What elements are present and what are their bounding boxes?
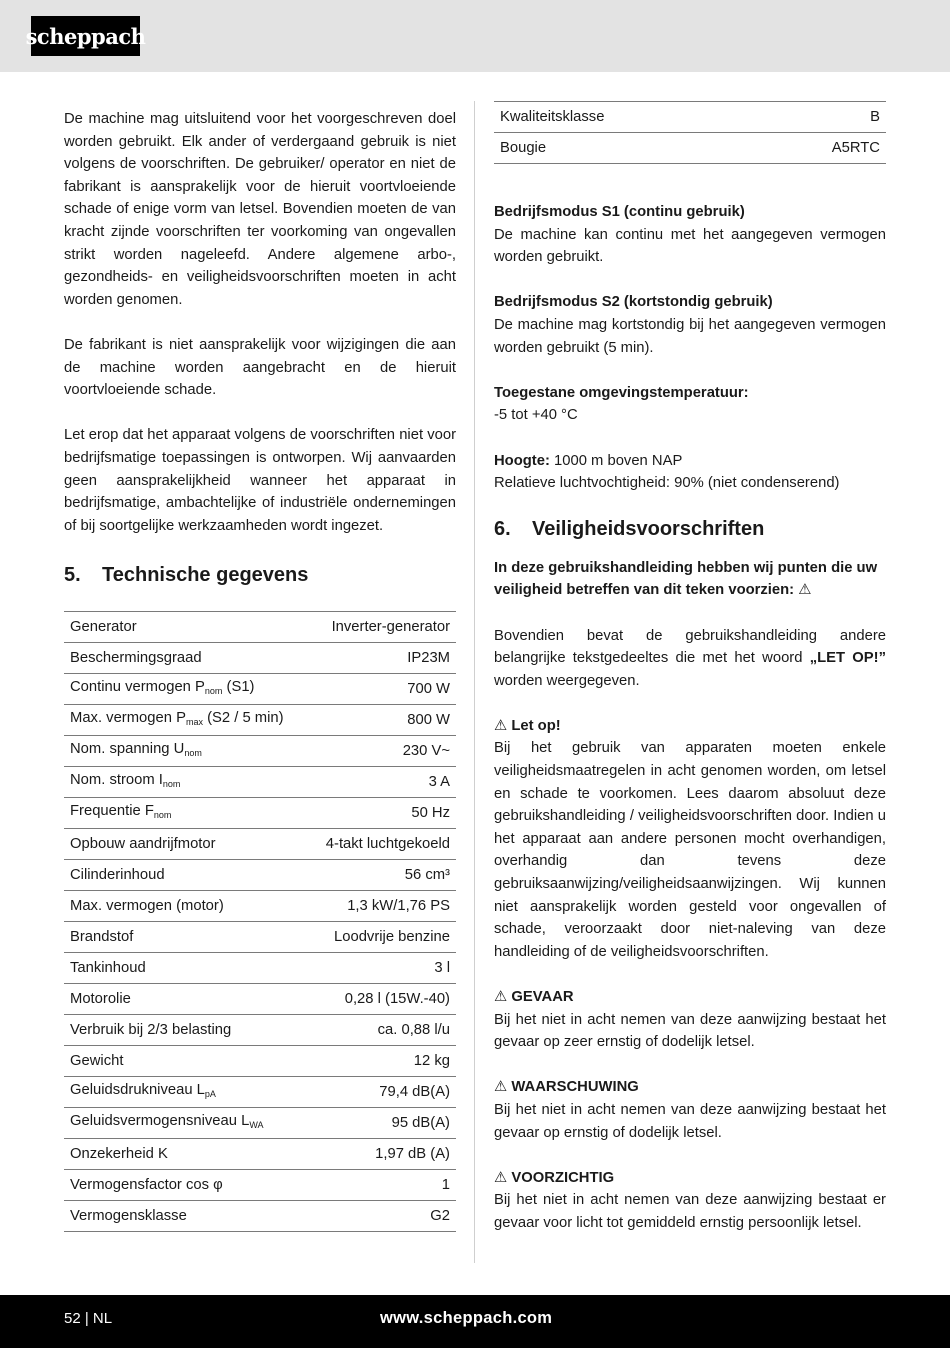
spec-value: G2 xyxy=(308,1201,456,1232)
spec-value: 1,3 kW/1,76 PS xyxy=(308,891,456,922)
spec-value: IP23M xyxy=(308,643,456,674)
spec-label: Gewicht xyxy=(64,1046,308,1077)
mode-s2-text: De machine mag kortstondig bij het aangegeven vermogen worden gebruikt (5 min). xyxy=(494,316,886,356)
spec-row xyxy=(64,705,456,736)
ambient-temp-value: -5 tot +40 °C xyxy=(494,407,578,424)
spec-value: 4-takt luchtgekoeld xyxy=(308,829,456,860)
spec-value: B xyxy=(752,102,886,133)
spec-value: 79,4 dB(A) xyxy=(308,1077,456,1108)
spec-row xyxy=(64,798,456,829)
intended-use-paragraph: De machine mag uitsluitend voor het voorgeschreven doel worden gebruikt. Elk ander of verdergaand gebruik is niet volgens de voorschriften. De gebruiker/ operator en niet de fabrikant is aansprakelijk voor de hieruit voortvloeiende schade of enige vorm van letsel. Bovendien moeten de van kracht zijnde voorschriften ter voorkoming van ongevallen strikt worden nageleefd. Andere algemene arbo-, gezondheids- en veiligheidsvoorschriften moeten in acht worden genomen. xyxy=(64,111,456,308)
spec-value: 0,28 l (15W.-40) xyxy=(308,984,456,1015)
liability-paragraph: De fabrikant is niet aansprakelijk voor wijzigingen die aan de machine worden aangebracht en de hieruit voortvloeiende schade. xyxy=(64,336,456,399)
spec-label: Bougie xyxy=(494,133,752,164)
spec-value: 50 Hz xyxy=(308,798,456,829)
brand-logo: scheppach xyxy=(31,16,140,56)
warning-title: ⚠ WAARSCHUWING xyxy=(494,1079,639,1096)
spec-row xyxy=(494,133,886,164)
spec-label: Opbouw aandrijfmotor xyxy=(64,829,308,860)
spec-label: Frequentie $F_{nom}$ xyxy=(64,798,308,829)
safety-intro: In deze gebruikshandleiding hebben wij punten die uw veiligheid betreffen van dit teken voorzien: ⚠ xyxy=(494,559,878,599)
page-footer xyxy=(0,1295,950,1348)
spec-value: 12 kg xyxy=(308,1046,456,1077)
caution-title: ⚠ VOORZICHTIG xyxy=(494,1169,615,1186)
mode-s1-text: De machine kan continu met het aangegeven vermogen worden gebruikt. xyxy=(494,226,886,266)
technical-specs-table xyxy=(64,611,456,1232)
spec-value: ca. 0,88 l/u xyxy=(308,1015,456,1046)
section-number: 5. xyxy=(64,564,81,587)
spec-row xyxy=(494,102,886,133)
spec-row xyxy=(64,736,456,767)
section-6-heading xyxy=(494,515,886,543)
spec-value: 1,97 dB (A) xyxy=(308,1139,456,1170)
spec-row xyxy=(64,984,456,1015)
ambient-temp-title: Toegestane omgevingstemperatuur: xyxy=(494,384,749,401)
let-op-title: ⚠ Let op! xyxy=(494,717,561,734)
spec-value: A5RTC xyxy=(752,133,886,164)
spec-label: Geluidsdrukniveau $L_{pA}$ xyxy=(64,1077,308,1108)
caution-text: Bij het niet in acht nemen van deze aanwijzing bestaat er gevaar voor licht tot gemiddeld ernstig persoonlijk letsel. xyxy=(494,1192,886,1231)
spec-label: Verbruik bij 2/3 belasting xyxy=(64,1015,308,1046)
spec-label: Vermogensfactor cos φ xyxy=(64,1170,308,1201)
let-op-intro: Bovendien bevat de gebruikshandleiding andere belangrijke tekstgedeeltes die met het woord „LET OP!” worden weergegeven. xyxy=(494,627,886,689)
spec-value: Inverter-generator xyxy=(308,612,456,643)
left-column xyxy=(64,108,456,1232)
mode-s2-title: Bedrijfsmodus S2 (kortstondig gebruik) xyxy=(494,294,773,311)
right-column xyxy=(494,101,886,1235)
section-number: 6. xyxy=(494,517,511,540)
page-number: 52 | NL xyxy=(64,1310,113,1327)
spec-value: Loodvrije benzine xyxy=(308,922,456,953)
spec-row xyxy=(64,612,456,643)
section-title: Veiligheidsvoorschriften xyxy=(532,517,765,540)
altitude-line: Hoogte: 1000 m boven NAP xyxy=(494,452,683,469)
humidity-line: Relatieve luchtvochtigheid: 90% (niet condenserend) xyxy=(494,475,840,492)
spec-row xyxy=(64,829,456,860)
page-header xyxy=(0,0,950,72)
spec-row xyxy=(64,643,456,674)
spec-value: 56 cm³ xyxy=(308,860,456,891)
spec-label: Brandstof xyxy=(64,922,308,953)
danger-text: Bij het niet in acht nemen van deze aanwijzing bestaat het gevaar op zeer ernstig of dodelijk letsel. xyxy=(494,1011,886,1051)
spec-label: Motorolie xyxy=(64,984,308,1015)
spec-row xyxy=(64,953,456,984)
mode-s1-title: Bedrijfsmodus S1 (continu gebruik) xyxy=(494,204,745,220)
commercial-use-paragraph: Let erop dat het apparaat volgens de voorschriften niet voor bedrijfsmatige toepassingen is ontworpen. Wij aanvaarden geen aansprakelijkheid wanneer het apparaat in bedrijfsmatige, ambachtelijke of industriële ondernemingen of bij soortgelijke werkzaamheden wordt ingezet. xyxy=(64,427,456,534)
spec-label: Vermogensklasse xyxy=(64,1201,308,1232)
spec-value: 3 l xyxy=(308,953,456,984)
spec-label: Kwaliteitsklasse xyxy=(494,102,752,133)
spec-label: Tankinhoud xyxy=(64,953,308,984)
technical-specs-table-continued xyxy=(494,101,886,164)
spec-value: 1 xyxy=(308,1170,456,1201)
spec-label: Geluidsvermogensniveau $L_{WA}$ xyxy=(64,1108,308,1139)
spec-row xyxy=(64,891,456,922)
spec-row xyxy=(64,1201,456,1232)
spec-label: Nom. stroom $I_{nom}$ xyxy=(64,767,308,798)
spec-label: Cilinderinhoud xyxy=(64,860,308,891)
let-op-text: Bij het gebruik van apparaten moeten enkele veiligheidsmaatregelen in acht genomen worden, om letsel en schade te voorkomen. Lees daarom absoluut deze gebruikshandleiding / veiligheidsvoorschriften door. Indien u het apparaat aan andere personen mocht overhandigen, overhandig dan tevens deze gebruiksaanwijzing/veiligheidsaanwijzingen. Wij kunnen niet aansprakelijk worden gesteld voor ongevallen of schade, veroorzaakt door niet-naleving van deze handleiding of de veiligheidsvoorschriften. xyxy=(494,740,886,960)
spec-row xyxy=(64,860,456,891)
column-divider xyxy=(474,101,475,1263)
spec-label: Max. vermogen $P_{max}$ (S2 / 5 min) xyxy=(64,705,308,736)
spec-row xyxy=(64,1139,456,1170)
danger-title: ⚠ GEVAAR xyxy=(494,989,574,1005)
spec-label: Continu vermogen $P_{nom}$ (S1) xyxy=(64,674,308,705)
website-link[interactable]: www.scheppach.com xyxy=(380,1309,553,1327)
section-title: Technische gegevens xyxy=(102,564,309,587)
spec-row xyxy=(64,1077,456,1108)
section-5-heading xyxy=(64,561,456,589)
spec-value: 95 dB(A) xyxy=(308,1108,456,1139)
spec-row xyxy=(64,1170,456,1201)
spec-label: Generator xyxy=(64,612,308,643)
spec-value: 700 W xyxy=(308,674,456,705)
warning-text: Bij het niet in acht nemen van deze aanwijzing bestaat het gevaar op ernstig of dodelijk letsel. xyxy=(494,1101,886,1141)
spec-row xyxy=(64,1015,456,1046)
spec-value: 230 V~ xyxy=(308,736,456,767)
spec-label: Onzekerheid K xyxy=(64,1139,308,1170)
spec-label: Beschermingsgraad xyxy=(64,643,308,674)
spec-row xyxy=(64,922,456,953)
spec-value: 3 A xyxy=(308,767,456,798)
spec-label: Nom. spanning $U_{nom}$ xyxy=(64,736,308,767)
spec-row xyxy=(64,674,456,705)
spec-value: 800 W xyxy=(308,705,456,736)
spec-label: Max. vermogen (motor) xyxy=(64,891,308,922)
spec-row xyxy=(64,767,456,798)
spec-row xyxy=(64,1046,456,1077)
spec-row xyxy=(64,1108,456,1139)
